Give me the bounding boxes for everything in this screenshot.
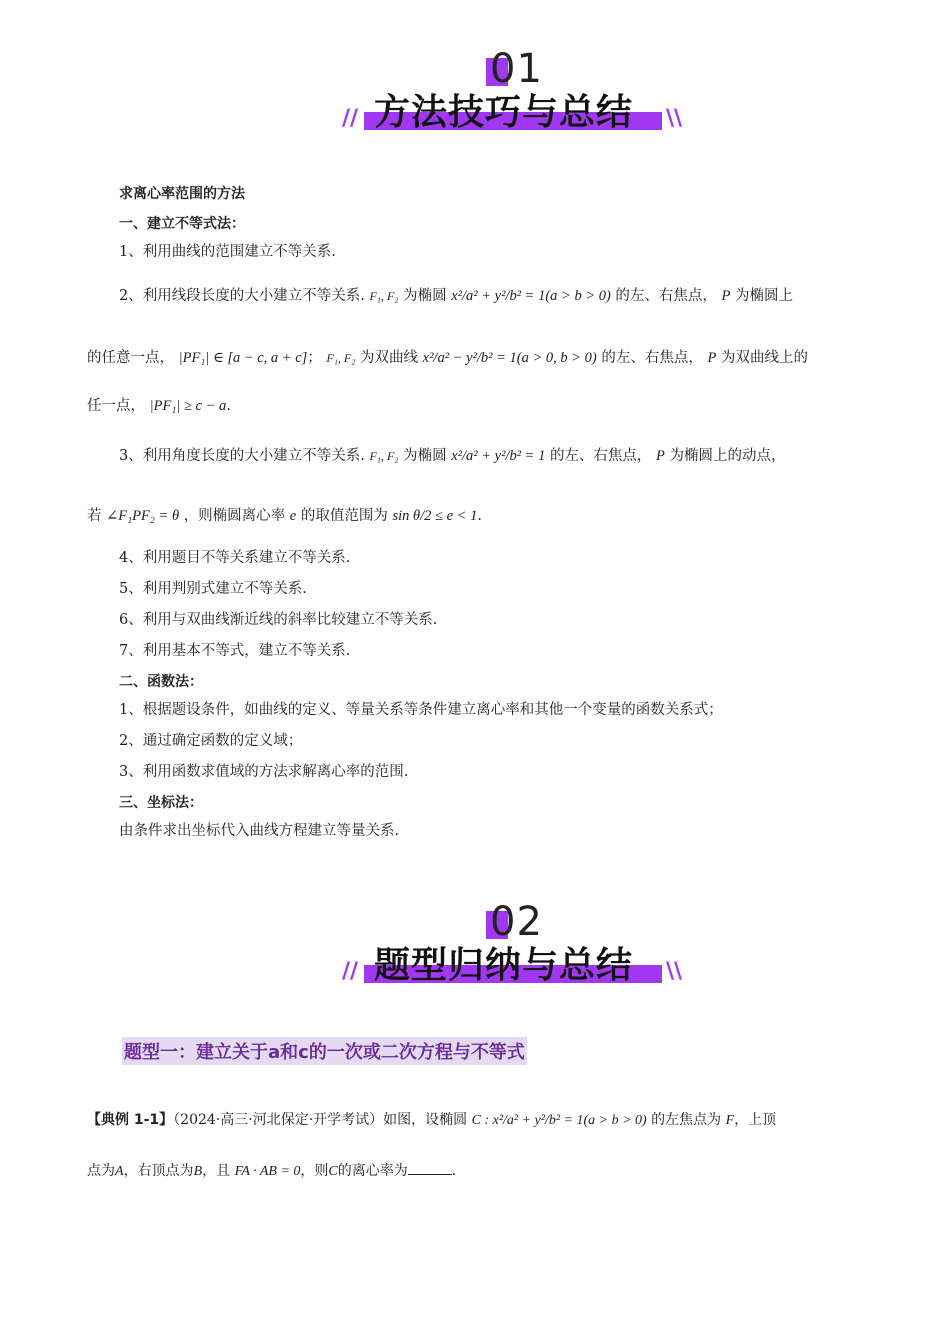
problem-type-title: 题型一：建立关于a和c的一次或二次方程与不等式 — [122, 1037, 527, 1065]
answer-blank[interactable] — [408, 1160, 452, 1175]
item-1: 1、利用曲线的范围建立不等关系. — [119, 244, 336, 260]
example-line-2: 点为A，右顶点为B，且 FA · AB = 0，则C的离心率为 . — [87, 1160, 456, 1182]
func-item-2: 2、通过确定函数的定义域； — [119, 733, 303, 749]
item-2: 2、利用线段长度的大小建立不等关系. F₁, F₂ 为椭圆 x²/a² + y²/b² = 1(a > b > 0) 的左、右焦点， P 为椭圆上 — [119, 288, 793, 304]
item-2-end: 任一点， |PF₁| ≥ c − a. — [87, 398, 231, 414]
section-heading-2 — [340, 897, 683, 1007]
section-number: 02 — [490, 899, 543, 945]
slash-left-icon: // — [342, 106, 359, 131]
section-heading-1 — [340, 44, 683, 154]
item-2-cont: 的任意一点， |PF₁| ∈ [a − c, a + c]； F₁, F₂ 为双曲线 x²/a² − y²/b² = 1(a > 0, b > 0) 的左、右焦点， P 为双曲线上的 — [87, 350, 808, 366]
item-5: 5、利用判别式建立不等关系. — [119, 581, 307, 597]
item-7: 7、利用基本不等式，建立不等关系. — [119, 643, 351, 659]
coord-item: 由条件求出坐标代入曲线方程建立等量关系. — [119, 823, 400, 839]
subheading-3: 三、坐标法： — [119, 795, 203, 811]
subheading-1: 一、建立不等式法： — [119, 216, 245, 232]
vector-condition: FA · AB = 0 — [234, 1164, 301, 1179]
hyperbola-equation: x²/a² − y²/b² = 1(a > 0, b > 0) — [422, 350, 597, 366]
section-number: 01 — [490, 46, 543, 92]
example-label: 【典例 1-1】 — [87, 1112, 174, 1128]
item-3-cont: 若 ∠F₁PF₂ = θ ，则椭圆离心率 e 的取值范围为 sin θ/2 ≤ e < 1. — [87, 508, 482, 524]
item-3: 3、利用角度长度的大小建立不等关系. F₁, F₂ 为椭圆 x²/a² + y²/b² = 1 的左、右焦点， P 为椭圆上的动点， — [119, 448, 786, 464]
example-ellipse-equation: C : x²/a² + y²/b² = 1(a > b > 0) — [471, 1113, 647, 1128]
subheading-2: 二、函数法： — [119, 674, 203, 690]
slash-right-icon: \\ — [666, 106, 683, 131]
focal-radius-range: |PF₁| ∈ [a − c, a + c] — [178, 350, 308, 366]
slash-right-icon: \\ — [666, 959, 683, 984]
example-line-1: 【典例 1-1】（2024·高三·河北保定·开学考试）如图，设椭圆 C : x²/a² + y²/b² = 1(a > b > 0) 的左焦点为 F，上顶 — [87, 1112, 777, 1128]
func-item-3: 3、利用函数求值域的方法求解离心率的范围. — [119, 764, 409, 780]
ellipse-equation: x²/a² + y²/b² = 1(a > b > 0) — [451, 288, 611, 304]
section-title: 题型归纳与总结 — [374, 945, 634, 986]
item-4: 4、利用题目不等关系建立不等关系. — [119, 550, 351, 566]
method-title: 求离心率范围的方法 — [119, 186, 245, 202]
eccentricity-range: sin θ/2 ≤ e < 1 — [392, 508, 478, 524]
item-6: 6、利用与双曲线渐近线的斜率比较建立不等关系. — [119, 612, 438, 628]
section-title: 方法技巧与总结 — [374, 92, 634, 133]
slash-left-icon: // — [342, 959, 359, 984]
func-item-1: 1、根据题设条件，如曲线的定义、等量关系等条件建立离心率和其他一个变量的函数关系式； — [119, 702, 723, 718]
